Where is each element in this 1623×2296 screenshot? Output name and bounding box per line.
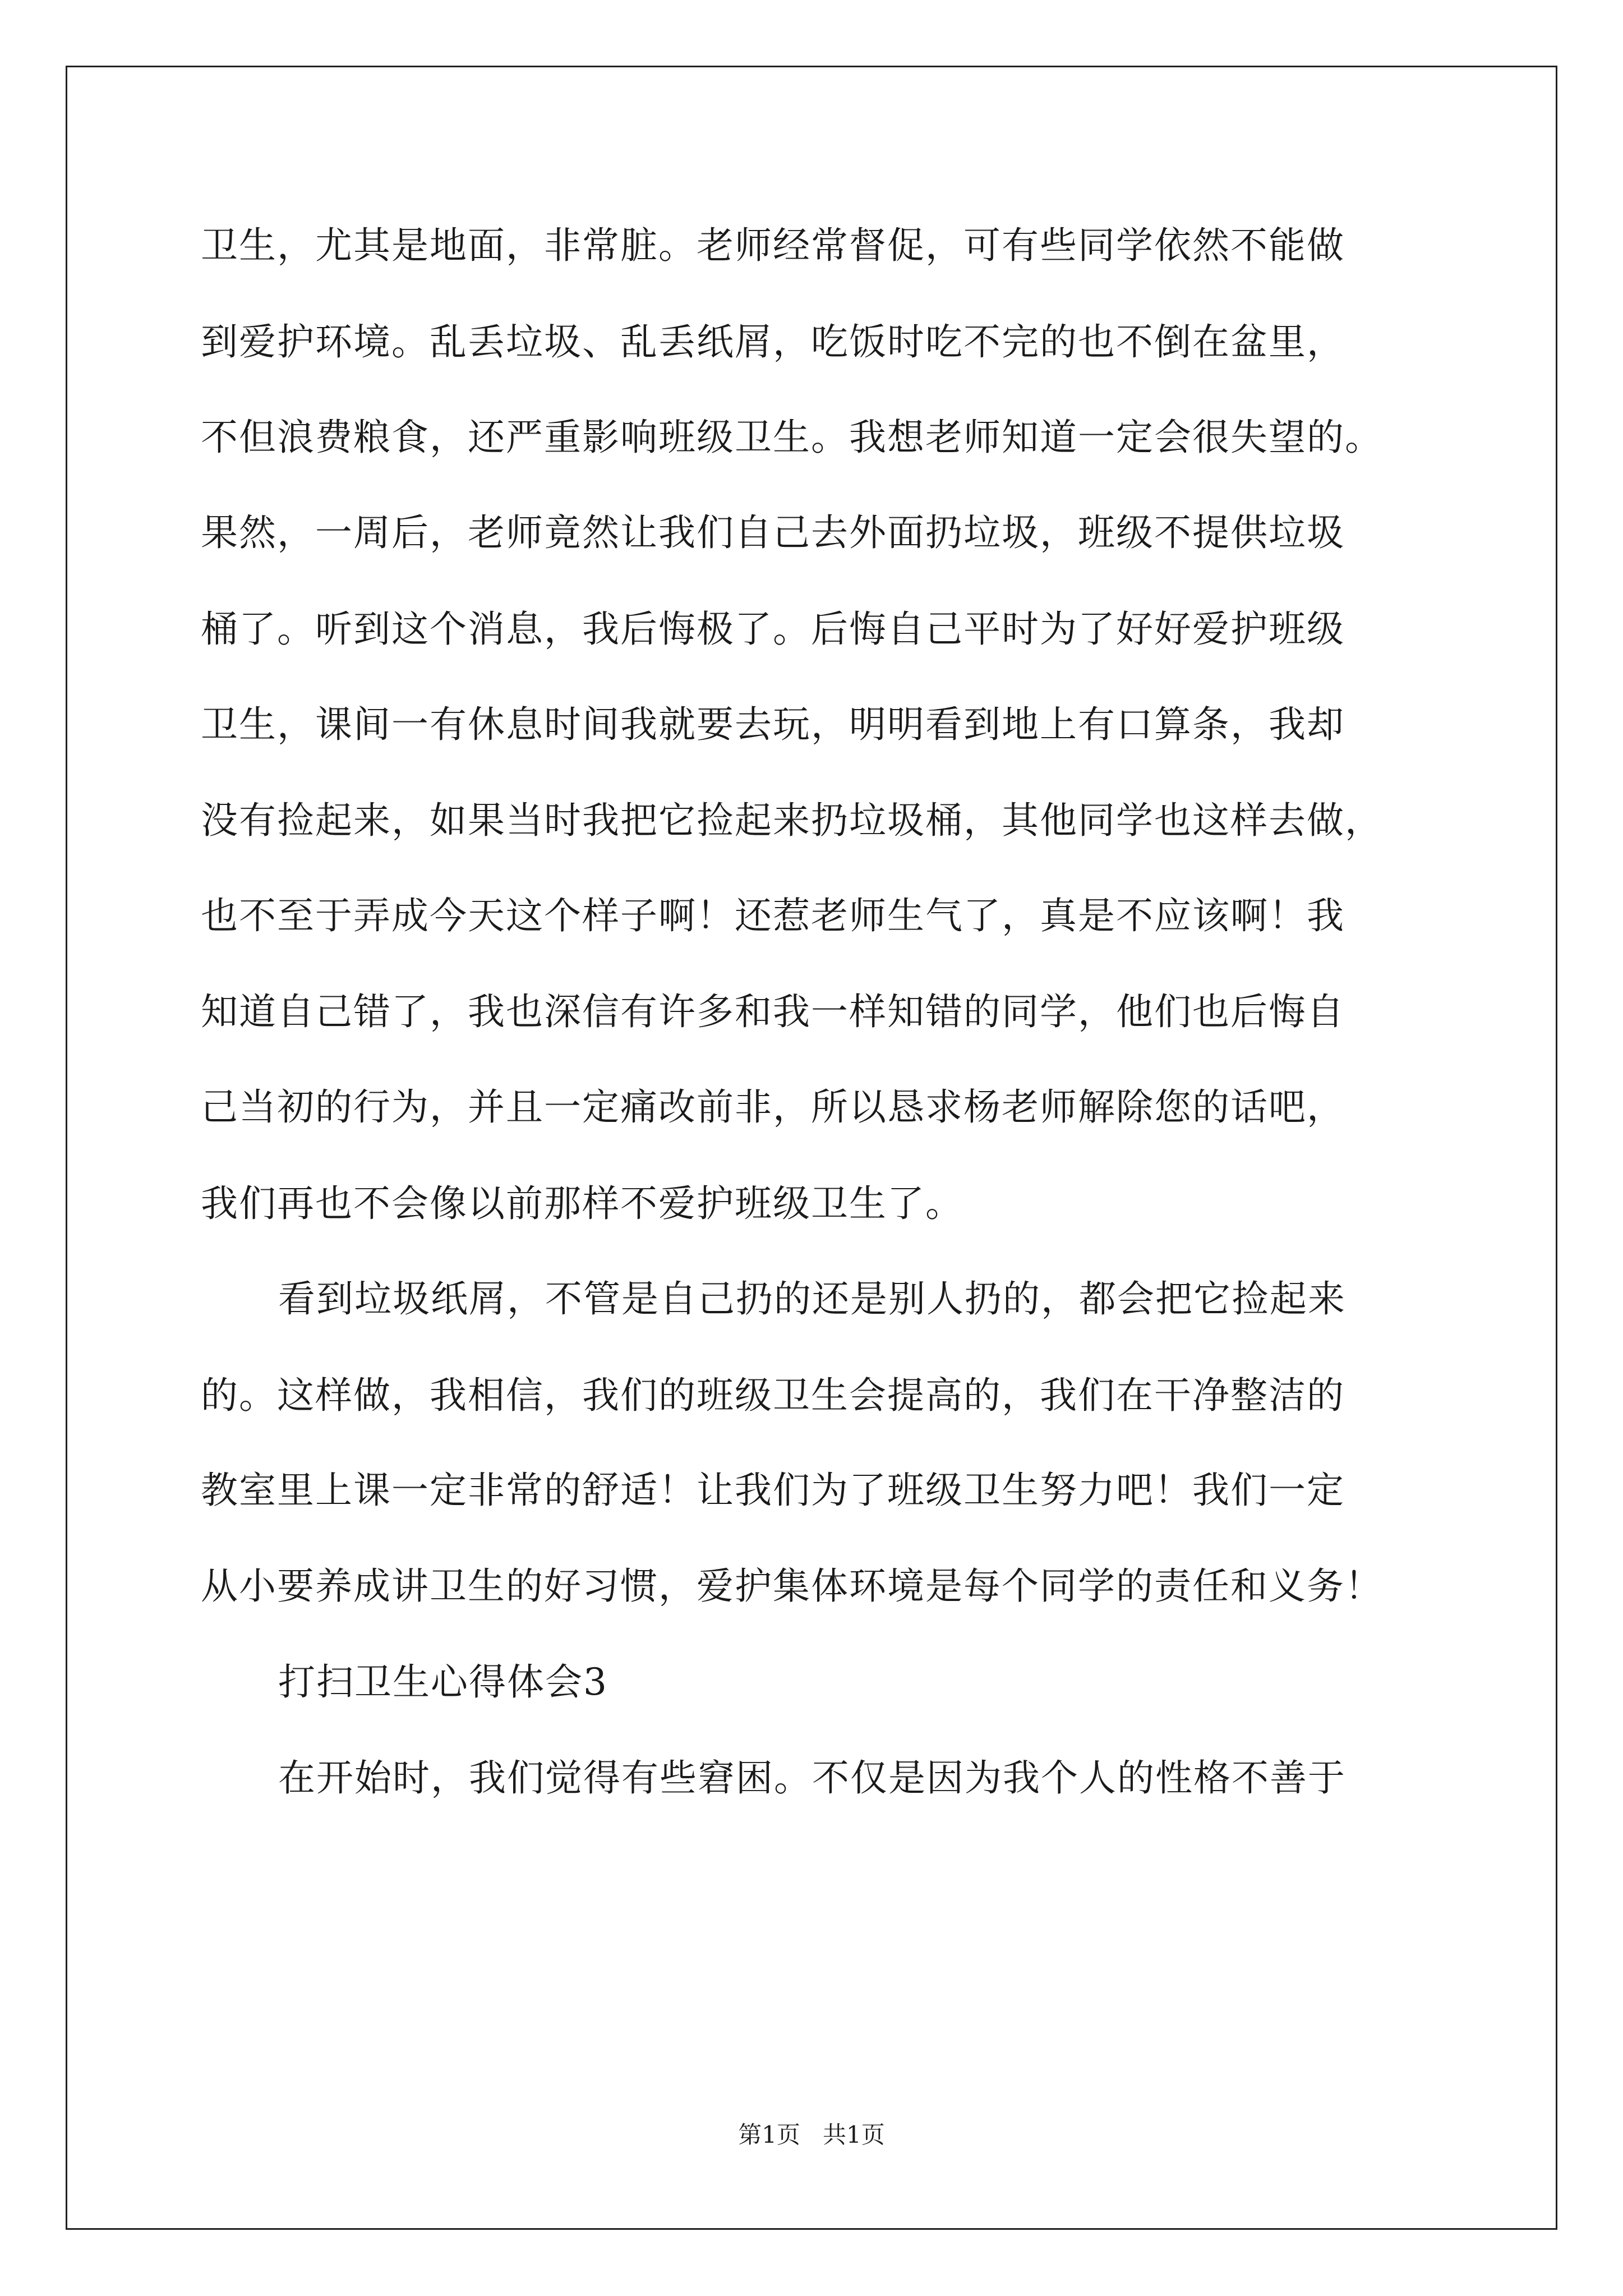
- section-heading: 打扫卫生心得体会3: [278, 1660, 608, 1704]
- text-line: 不但浪费粮食，还严重影响班级卫生。我想老师知道一定会很失望的。: [201, 416, 1383, 459]
- page-footer: 第1页 共1页: [738, 2121, 885, 2148]
- text-line: 卫生，课间一有休息时间我就要去玩，明明看到地上有口算条，我却: [201, 703, 1345, 746]
- text-line: 果然，一周后，老师竟然让我们自己去外面扔垃圾，班级不提供垃圾: [201, 511, 1345, 554]
- text-line: 桶了。听到这个消息，我后悔极了。后悔自己平时为了好好爱护班级: [201, 608, 1345, 651]
- text-line: 教室里上课一定非常的舒适！让我们为了班级卫生努力吧！我们一定: [201, 1469, 1345, 1512]
- page-border: [66, 66, 1557, 2230]
- text-line: 到爱护环境。乱丢垃圾、乱丢纸屑，吃饭时吃不完的也不倒在盆里，: [201, 320, 1345, 364]
- paragraph-first-line: 看到垃圾纸屑，不管是自己扔的还是别人扔的，都会把它捡起来: [278, 1277, 1346, 1320]
- paragraph-first-line: 在开始时，我们觉得有些窘困。不仅是因为我个人的性格不善于: [278, 1756, 1346, 1800]
- text-line: 卫生，尤其是地面，非常脏。老师经常督促，可有些同学依然不能做: [201, 224, 1345, 267]
- text-line: 知道自己错了，我也深信有许多和我一样知错的同学，他们也后悔自: [201, 990, 1345, 1033]
- text-line: 己当初的行为，并且一定痛改前非，所以恳求杨老师解除您的话吧，: [201, 1085, 1345, 1129]
- text-line: 从小要养成讲卫生的好习惯，爱护集体环境是每个同学的责任和义务！: [201, 1565, 1383, 1608]
- text-line: 的。这样做，我相信，我们的班级卫生会提高的，我们在干净整洁的: [201, 1374, 1345, 1417]
- text-line: 也不至于弄成今天这个样子啊！还惹老师生气了，真是不应该啊！我: [201, 894, 1345, 937]
- text-line: 我们再也不会像以前那样不爱护班级卫生了。: [201, 1182, 963, 1225]
- text-line: 没有捡起来，如果当时我把它捡起来扔垃圾桶，其他同学也这样去做，: [201, 799, 1383, 842]
